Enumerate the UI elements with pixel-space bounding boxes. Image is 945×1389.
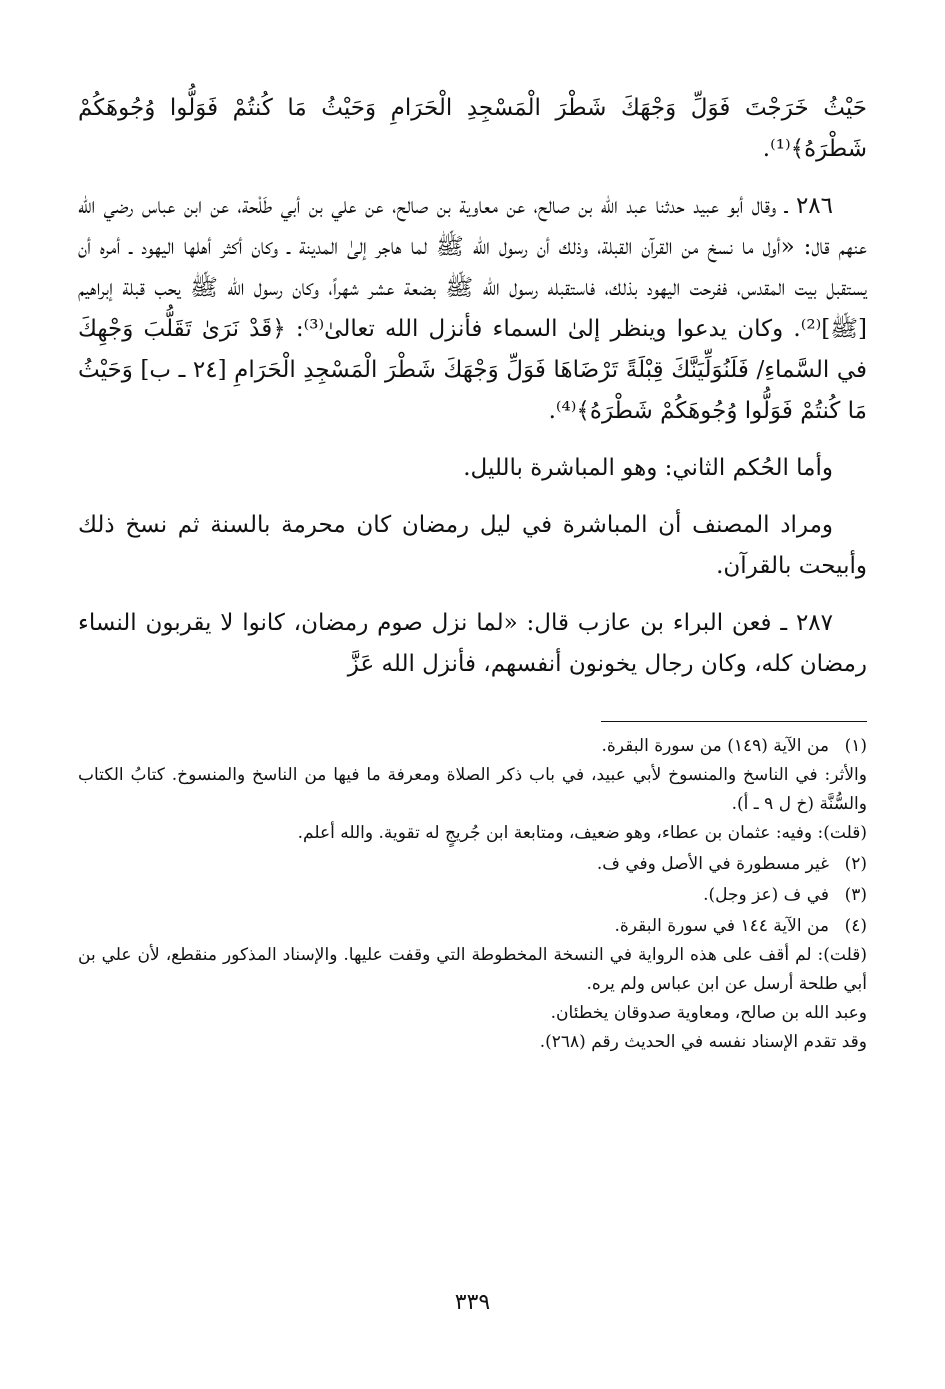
footnote-4	[78, 912, 867, 1057]
footnote-2	[78, 850, 867, 879]
paragraph-hadith-287: ٢٨٧ ـ فعن البراء بن عازب قال: «لما نزل صوم رمضان، كانوا لا يقربون النساء رمضان كله، وكان رجال يخونون أنفسهم، فأنزل الله عَزَّ	[78, 610, 867, 677]
footnote-body	[78, 850, 829, 879]
footnote-number: (٤)	[844, 916, 867, 936]
paragraph-second-ruling: وأما الحُكم الثاني: وهو المباشرة بالليل.	[463, 455, 833, 481]
footnote-body	[78, 912, 867, 1057]
paragraph-author-intent: ومراد المصنف أن المباشرة في ليل رمضان كان محرمة بالسنة ثم نسخ ذلك وأبيحت بالقرآن.	[78, 512, 867, 579]
footnote-number: (٢)	[844, 854, 867, 874]
footnote-line: من الآية ١٤٤ في سورة البقرة.	[614, 916, 829, 936]
page-number: ٣٣٩	[454, 1290, 491, 1315]
footnote-3	[78, 881, 867, 910]
paragraph-verse-continuation: حَيْثُ خَرَجْتَ فَوَلِّ وَجْهَكَ شَطْرَ الْمَسْجِدِ الْحَرَامِ وَحَيْثُ مَا كُنتُمْ فَوَلُّوا وُجُوهَكُمْ شَطْرَهُ﴾⁽¹⁾.	[78, 95, 867, 162]
footnote-line: وعبد الله بن صالح، ومعاوية صدوقان يخطئان.	[550, 1003, 867, 1023]
paragraph-hadith-286: ٢٨٦ ـ وقال أبو عبيد حدثنا عبد الله بن صالح، عن معاوية بن صالح، عن علي بن أبي طَلْحة، عن ابن عباس رضي الله عنهم قال: «أول ما نسخ من القرآن القبلة، وذلك أن رسول الله ﷺ لما هاجر إلىٰ المدينة ـ وكان أكثر أهلها اليهود ـ أمره أن يستقبل بيت المقدس، ففرحت اليهود بذلك، فاستقبله رسول الله ﷺ بضعة عشر شهراً، وكان رسول الله ﷺ يحب قبلة إبراهيم [ﷺ]⁽²⁾. وكان يدعوا وينظر إلىٰ السماء فأنزل الله تعالىٰ⁽³⁾: ﴿قَدْ نَرَىٰ تَقَلُّبَ وَجْهِكَ في السَّماءِ/ فَلَنُوَلِّيَنَّكَ قِبْلَةً تَرْضَاهَا فَوَلِّ وَجْهَكَ شَطْرَ الْمَسْجِدِ الْحَرَامِ [٢٤ ـ ب] وَحَيْثُ مَا كُنتُمْ فَوَلُّوا وُجُوهَكُمْ شَطْرَهُ﴾⁽⁴⁾.	[78, 193, 868, 424]
footnote-1	[78, 732, 867, 848]
footnote-body	[78, 732, 867, 848]
main-text	[78, 88, 867, 685]
footnote-line: وقد تقدم الإسناد نفسه في الحديث رقم (٢٦٨).	[539, 1032, 867, 1052]
footnote-line: من الآية (١٤٩) من سورة البقرة.	[601, 736, 829, 756]
footnote-line: غير مسطورة في الأصل وفي ف.	[596, 854, 829, 874]
footnote-body	[78, 881, 829, 910]
footnote-number: (١)	[844, 736, 867, 756]
footnote-separator	[601, 721, 867, 722]
footnote-line: (قلت): لم أقف على هذه الرواية في النسخة المخطوطة التي وقفت عليها. والإسناد المذكور منقطع، لأن علي بن أبي طلحة أرسل عن ابن عباس ولم يره.	[78, 945, 867, 994]
footnote-line: والأثر: في الناسخ والمنسوخ لأبي عبيد، في باب ذكر الصلاة ومعرفة ما فيها من الناسخ والمنسوخ. كتابُ الكتاب والسُّنَّة (خ ل ٩ ـ أ).	[78, 765, 867, 814]
footnote-line: (قلت): وفيه: عثمان بن عطاء، وهو ضعيف، ومتابعة ابن جُريجٍ له تقوية. والله أعلم.	[297, 823, 867, 843]
footnote-line: في ف (عز وجل).	[703, 885, 829, 905]
footnotes	[78, 732, 867, 1057]
footnote-number: (٣)	[844, 885, 867, 905]
